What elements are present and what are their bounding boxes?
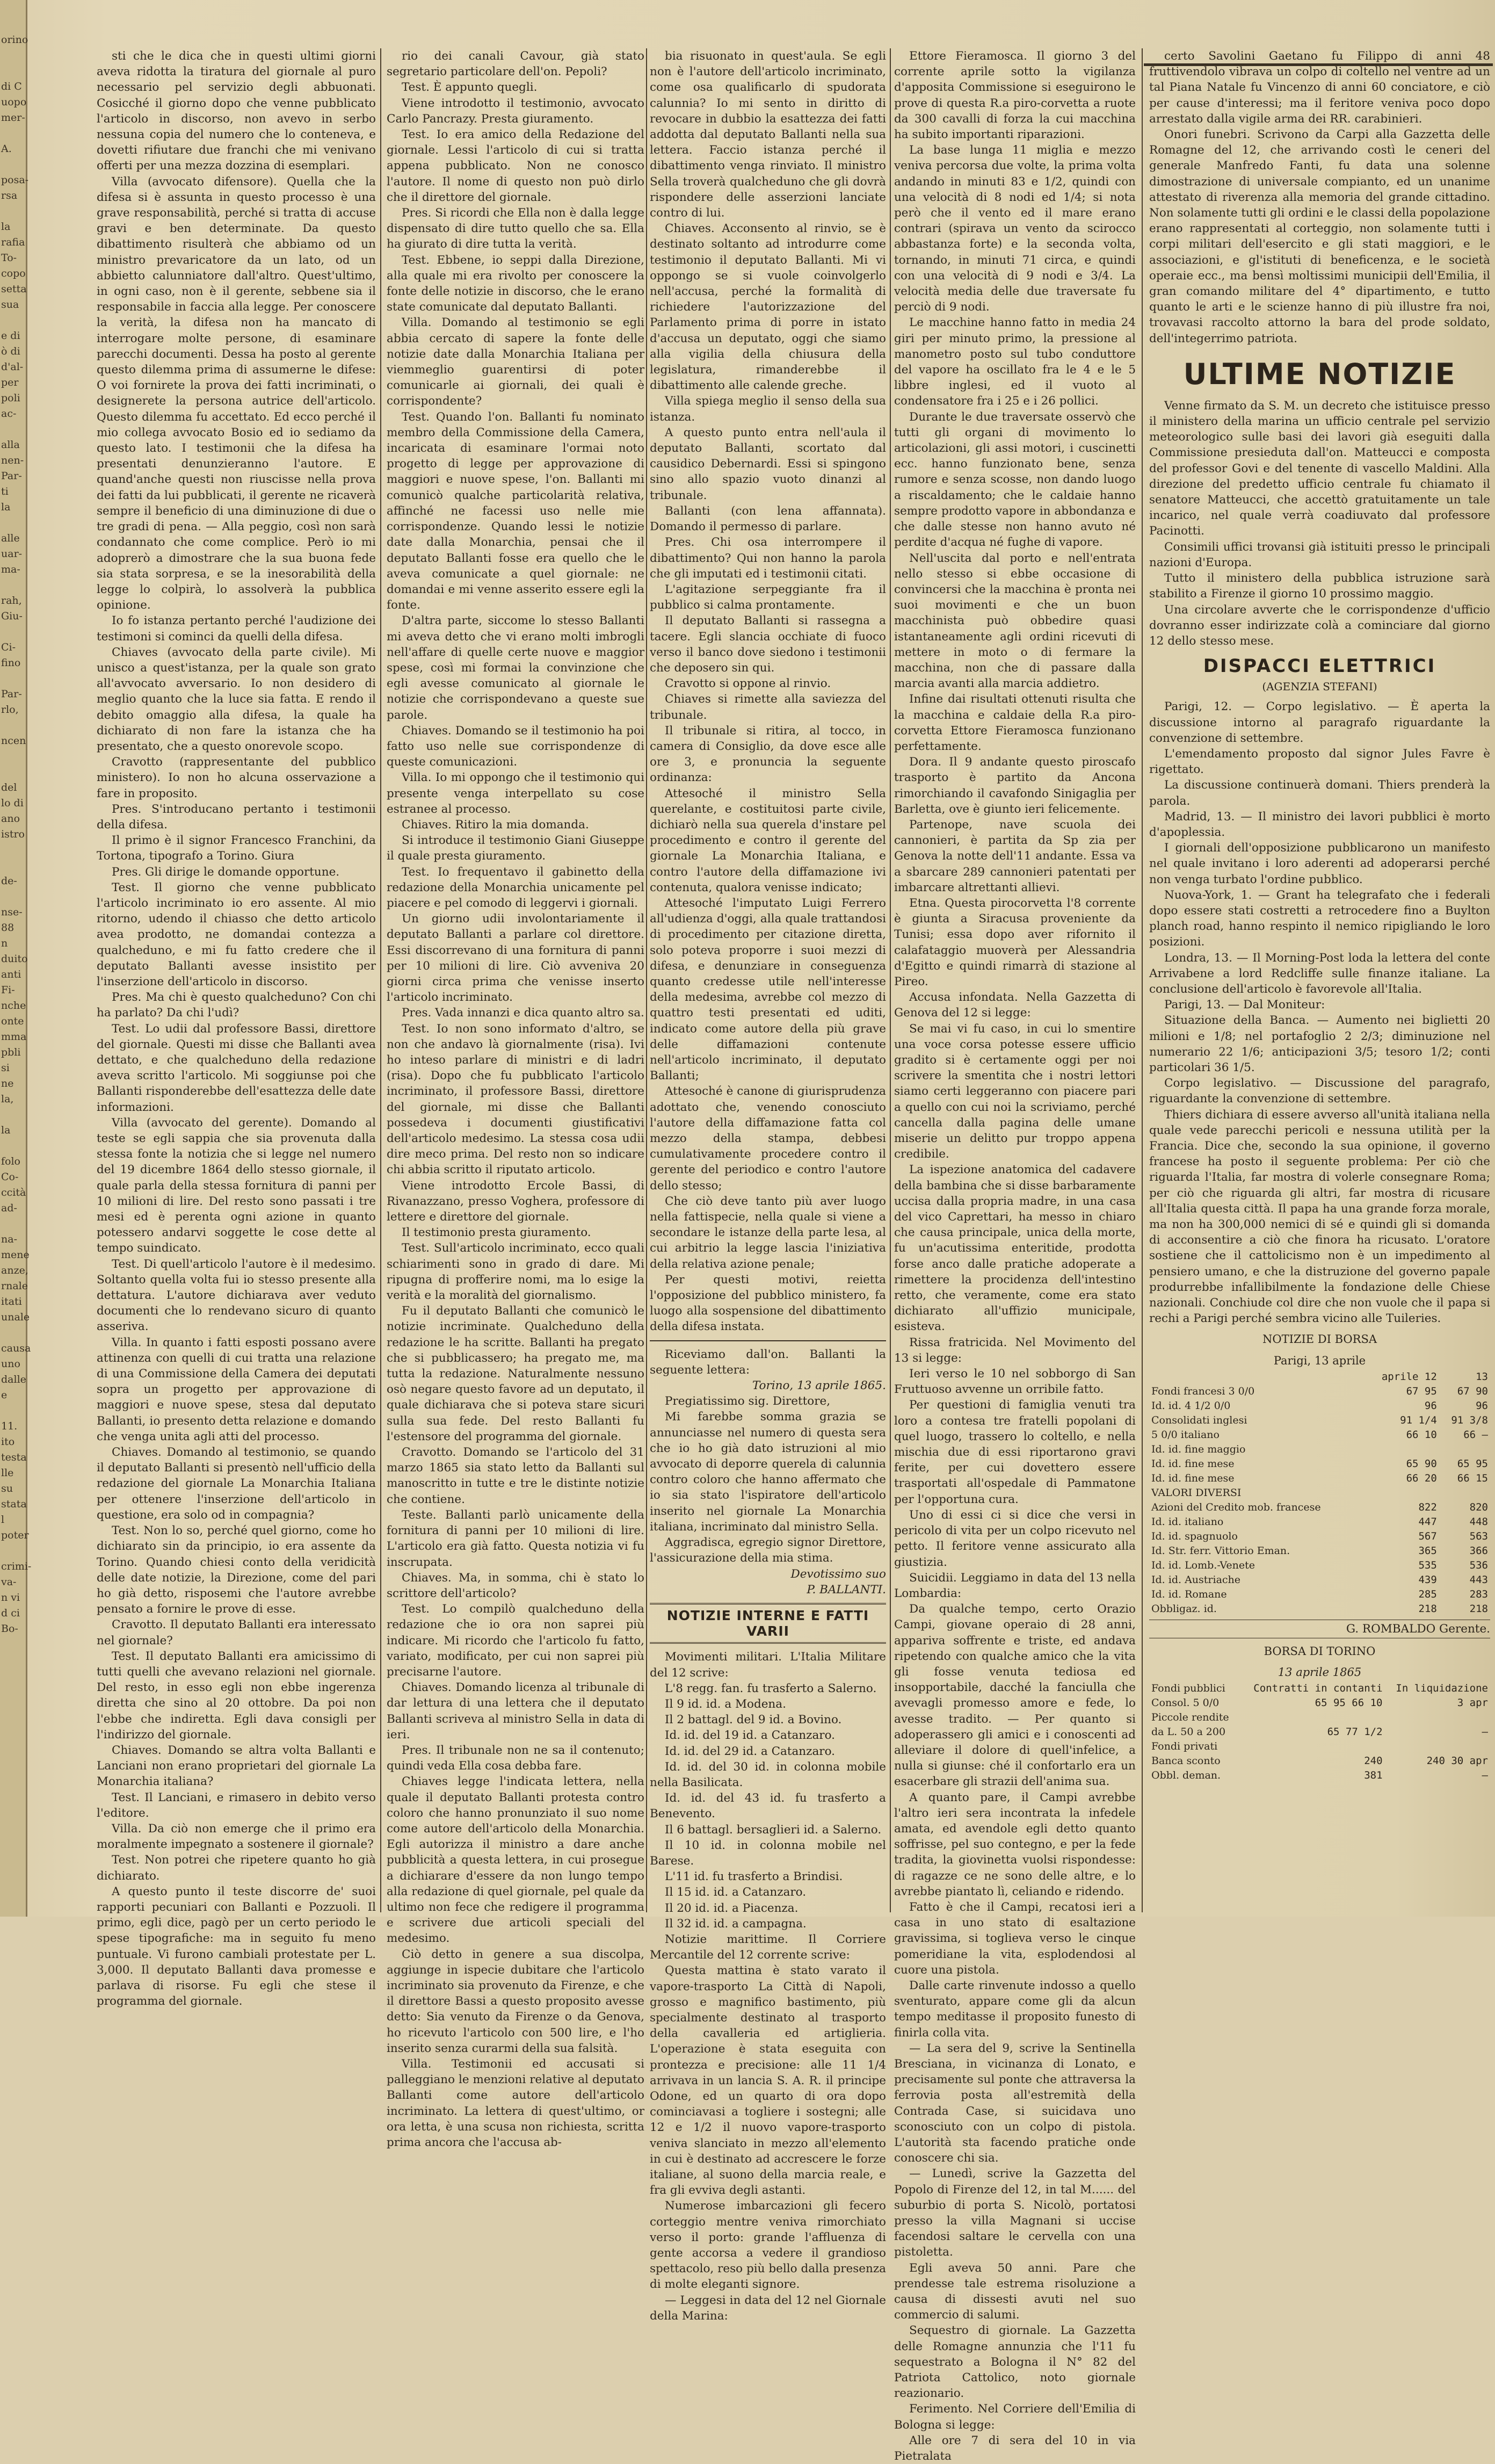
paragraph: La discussione continuerà domani. Thiers prenderà la parola. [1149,778,1490,808]
paragraph: Cravotto (rappresentante del pubblico ministero). Io non ho alcuna osservazione a fare in proposito. [97,755,376,800]
paragraph: Pres. Il tribunale non ne sa il contenuto; quindi veda Ella cosa debba fare. [387,1743,644,1773]
table-cell [1239,1739,1385,1754]
paragraph: Test. Quando l'on. Ballanti fu nominato membro della Commissione della Camera, incaricata di esaminare l'ormai noto progetto di legge per approvazione di maggiori e nuove spese, l'on. Ballanti mi comunicò qualche particolarità relativa, affinché ne facessi uso nelle mie corrispondenze. Quando lessi le notizie date dalla Monarchia, pensai che il deputato Ballanti fosse era quello che le aveva comunicate a quel giornale: ne domandai e mi venne asserito essere egli la fonte. [387,410,644,612]
column-5 [1149,48,1490,1907]
paragraph: Villa (avvocato del gerente). Domando al teste se egli sappia che sia provenuta dalla stessa fonte la notizia che si legge nel numero del 19 dicembre 1864 dello stesso giornale, il quale parla della stessa fornitura di panni per 10 milioni di lire. Del resto sono passati i tre mesi ed è perenta ogni azione in quanto potessero andarvi soggette le cose dette al tempo suindicato. [97,1116,376,1255]
table-cell: 567 [1418,1530,1437,1542]
table-row [1149,1515,1490,1529]
table-cell: Fondi francesi 3 0/0 [1151,1385,1255,1397]
paragraph: Cravotto. Il deputato Ballanti era interessato nel giornale? [97,1618,376,1648]
table-cell [1385,1739,1490,1754]
table-row [1149,1558,1490,1573]
paragraph: Dora. Il 9 andante questo piroscafo trasporto è partito da Ancona rimorchiando il cavafondo Sinigaglia per Barletta, ove è giunto ieri felicemente. [894,755,1136,816]
list-item: Id. id. del 19 id. a Catanzaro. [665,1729,835,1743]
table-row [1149,1457,1490,1471]
paragraph: Io fo istanza pertanto perché l'audizione dei testimoni si cominci da quelli della difesa. [97,614,376,644]
list-item: Id. id. del 29 id. a Catanzaro. [665,1744,835,1758]
paragraph: L'agitazione serpeggiante fra il pubblico si calma prontamente. [650,582,886,612]
table-cell: VALORI DIVERSI [1151,1486,1242,1499]
table-row [1149,1442,1490,1457]
paragraph: Villa. Io mi oppongo che il testimonio qui presente venga interpellato su cose estranee al processo. [387,771,644,816]
paragraph: Pres. Ma chi è questo qualcheduno? Con chi ha parlato? Da chi l'udì? [97,991,376,1020]
table-cell: 820 [1469,1501,1488,1513]
paragraph: Accusa infondata. Nella Gazzetta di Genova del 12 si legge: [894,991,1136,1020]
table-cell: Piccole rendite [1151,1711,1229,1724]
section-heading-notizie-interne: NOTIZIE INTERNE E FATTI VARII [650,1603,886,1644]
paragraph: Durante le due traversate osservò che tutti gli organi di movimento lo articolazioni, gli assi motori, i cuscinetti ecc. hanno funzionato bene, senza rumore e senza scosse, non dando luogo a riscaldamento; che le caldaie hanno sempre prodotto vapore in abbondanza e che dalle stesse non hanno avuto né perdite d'acqua né fughe di vapore. [894,410,1136,550]
paragraph: Test. Io non sono informato d'altro, se non che andavo là giornalmente (risa). Ivi ho inteso parlare di ministri e di ladri (risa). Dopo che fu pubblicato l'articolo incriminato, il professore Bassi, direttore del giornale, mi disse che Ballanti possedeva i documenti giustificativi dell'articolo medesimo. La stessa cosa udii dire meco prima. Del resto non so indicare chi abbia scritto il riputato articolo. [387,1022,644,1177]
paragraph: Chiaves. Domando al testimonio, se quando il deputato Ballanti si presentò nell'ufficio della redazione del giornale La Monarchia Italiana per ottenere l'inserzione dell'articolo in questione, era solo od in compagnia? [97,1446,376,1522]
list-item: Il 10 id. in colonna mobile nel Barese. [650,1838,886,1868]
paragraph: Viene introdotto Ercole Bassi, di Rivanazzano, presso Voghera, professore di lettere e direttore del giornale. [387,1179,644,1224]
table-cell: 535 [1418,1559,1437,1571]
paragraph: Notizie marittime. Il Corriere Mercantile del 12 corrente scrive: [650,1932,886,1962]
table-cell: 66 — [1463,1428,1488,1441]
paragraph: Cravotto si oppone al rinvio. [665,677,831,691]
paragraph: Teste. Ballanti parlò unicamente della fornitura di panni per 10 milioni di lire. L'articolo era già fatto. Questa notizia vi fu inscrupata. [387,1508,644,1569]
paragraph: Mi farebbe somma grazia se annunciasse nel numero di questa sera che io ho già dato istruzioni al mio avvocato di deporre querela di calunnia contro coloro che hanno affermato che io sia stato l'ispiratore dell'articolo inserito nel giornale La Monarchia italiana, incriminato dal ministro Sella. [650,1410,886,1534]
paragraph: Numerose imbarcazioni gli fecero corteggio mentre veniva rimorchiato verso il porto: grande l'affluenza di gente accorsa a vedere il grandioso spettacolo, reso più bello dalla presenza di molte eleganti signore. [650,2199,886,2292]
paragraph: Situazione della Banca. — Aumento nei biglietti 20 milioni e 1/8; nel portafoglio 2 2/3; diminuzione nel numerario 22 1/6; anticipazioni 3/5; tesoro 1/2; conti particolari 36 1/5. [1149,1014,1490,1074]
paragraph: Nuova-York, 1. — Grant ha telegrafato che i federali dopo essere stati costretti a retrocedere fino a Buylton planch road, hanno respinto il nemico ripigliando le loro posizioni. [1149,888,1490,949]
paragraph: Test. È appunto quegli. [402,81,538,95]
paragraph: Viene introdotto il testimonio, avvocato Carlo Pancrazy. Presta giuramento. [387,96,644,126]
paragraph: Ballanti (con lena affannata). Domando il permesso di parlare. [650,504,886,534]
table-cell: Contratti in contanti [1253,1682,1383,1695]
table-cell: da L. 50 a 200 [1151,1726,1226,1738]
paragraph: Villa. Da ciò non emerge che il primo era moralmente impegnato a sostenere il giornale? [97,1822,376,1852]
paragraph: Infine dai risultati ottenuti risulta che la macchina e caldaie della R.a piro-corvetta Ettore Fieramosca funzionano perfettamente. [894,692,1136,753]
table-cell: 66 15 [1457,1472,1488,1484]
paragraph: — La sera del 9, scrive la Sentinella Bresciana, in vicinanza di Lonato, e precisamente sul ponte che attraversa la ferrovia posta all'estremità della Contrada Case, si suicidava uno sconosciuto con un colpo di pistola. L'autorità sta facendo pratiche onde conoscere chi sia. [894,2041,1136,2165]
paragraph: Villa. Testimonii ed accusati si palleggiano le menzioni relative al deputato Ballanti come autore dell'articolo incriminato. La lettera di quest'ultimo, or ora letta, è una scusa non richiesta, scritta prima ancora che l'accusa ab- [387,2057,644,2150]
paragraph: A questo punto il teste discorre de' suoi rapporti pecuniari con Ballanti e Pozzuoli. Il primo, egli dice, pagò per un certo periodo le spese tipografiche: ma in seguito fu meno puntuale. Vi furono cambiali protestate per L. 3,000. Il deputato Ballanti dava promesse e parlava di risorse. Fu egli che stese il programma del giornale. [97,1884,376,2008]
gerente-signature: G. ROMBALDO Gerente. [1149,1620,1490,1638]
paragraph: Parigi, 12. — Corpo legislativo. — È aperta la discussione intorno al paragrafo riguardante la convenzione di settembre. [1149,700,1490,745]
borsa-parigi-table [1149,1370,1490,1616]
letter-date: Torino, 13 aprile 1865. [752,1379,886,1393]
paragraph: Test. Il Lanciani, e rimasero in debito verso l'editore. [97,1790,376,1820]
borsa-torino-table [1149,1681,1490,1783]
table-cell: Consol. 5 0/0 [1151,1697,1220,1709]
table-row [1149,1573,1490,1587]
table-cell: 536 [1469,1559,1488,1571]
paragraph: Villa. Domando al testimonio se egli abbia cercato di sapere la fonte delle notizie date dalla Monarchia Italiana per viemmeglio guarentirsi di poter comunicarle ai giornali, dei quali è corrispondente? [387,316,644,408]
table-row [1149,1486,1490,1500]
paragraph: D'altra parte, siccome lo stesso Ballanti mi aveva detto che vi erano molti imbrogli nell'affare di quelle certe nuove e maggior spese, così mi formai la convinzione che egli avesse comunicato al giornale le notizie che corrispondevano a queste sue parole. [387,614,644,722]
table-cell: 91 1/4 [1400,1414,1437,1426]
paragraph: bia risuonato in quest'aula. Se egli non è l'autore dell'articolo incriminato, come osa qualificarlo di spudorata calunnia? Io mi sento in diritto di revocare in dubbio la esattezza dei fatti addotta dal deputato Ballanti nella sua lettera. Faccio istanza perché il dibattimento venga rinviato. Il ministro Sella troverà qualcheduno che gli dovrà rispondere delle asserzioni lanciate contro di lui. [650,49,886,220]
column-2 [387,48,644,2150]
table-cell: 65 77 1/2 [1327,1726,1383,1738]
table-cell: 285 [1418,1588,1437,1600]
table-cell: 67 95 [1406,1385,1437,1397]
table-row [1149,1413,1490,1428]
table-header-cell: aprile 12 [1381,1370,1437,1383]
paragraph: Etna. Questa pirocorvetta l'8 corrente è giunta a Siracusa proveniente da Tunisi; essa dopo aver rifornito il calafataggio muoverà per Alessandria d'Egitto e quindi rimarrà di stazione al Pireo. [894,896,1136,988]
table-cell: Id. id. fine mese [1151,1457,1235,1470]
table-cell: 67 90 [1457,1385,1488,1397]
paragraph: L'emendamento proposto dal signor Jules Favre è rigettato. [1149,747,1490,777]
table-cell: Azioni del Credito mob. francese [1151,1501,1321,1513]
paragraph: Il primo è il signor Francesco Franchini, da Tortona, tipografo a Torino. Giura [97,834,376,863]
table-cell [1385,1710,1490,1725]
paragraph: Test. Sull'articolo incriminato, ecco quali schiarimenti sono in grado di dare. Mi ripugna di profferire nomi, ma lo esige la verità e la moralità del giornalismo. [387,1241,644,1303]
table-header-cell: 13 [1476,1370,1488,1383]
paragraph: certo Savolini Gaetano fu Filippo di anni 48 fruttivendolo vibrava un colpo di coltello nel ventre ad un tal Piana Natale fu Vincenzo di anni 60 conciatore, e ciò per cause d'interessi; ma il feritore veniva poco dopo arrestato dalla vigile arma dei RR. carabinieri. [1149,49,1490,126]
paragraph: rio dei canali Cavour, già stato segretario particolare dell'on. Pepoli? [387,49,644,79]
section-subheading-agenzia: (AGENZIA STEFANI) [1262,680,1377,693]
column-rule [646,48,647,1912]
paragraph: Attesoché il ministro Sella querelante, e costituitosi parte civile, dichiarò nella sua querela d'instare pel procedimento e contro il gerente del giornale La Monarchia Italiana, e contro l'autore della diffamazione ivi contenuta, qualora venisse indicato; [650,786,886,894]
table-cell: In liquidazione [1396,1682,1488,1695]
paragraph: Pres. Vada innanzi e dica quanto altro sa. [402,1006,644,1020]
paragraph: Aggradisca, egregio signor Direttore, l'assicurazione della mia stima. [650,1536,886,1565]
paragraph: Test. Il giorno che venne pubblicato l'articolo incriminato io ero assente. Al mio ritorno, udendo il chiasso che detto articolo avea prodotto, ne domandai contezza a qualcheduno, e mi fu fatto credere che il deputato Ballanti avesse insistito per l'inserzione dell'articolo in discorso. [97,880,376,988]
table-cell: 218 [1469,1602,1488,1615]
borsa-torino-title: BORSA DI TORINO [1264,1645,1376,1658]
table-cell: Id. id. Austriache [1151,1573,1241,1586]
paragraph: Il deputato Ballanti si rassegna a tacere. Egli slancia occhiate di fuoco verso il banco dove siedono i testimonii che deposero sin qui. [650,614,886,675]
paragraph: Sequestro di giornale. La Gazzetta delle Romagne annunzia che l'11 fu sequestrato a Bologna il N° 82 del Patriota Cattolico, noto giornale reazionario. [894,2324,1136,2401]
paragraph: Pres. Gli dirige le domande opportune. [112,865,340,879]
paragraph: Villa. In quanto i fatti esposti possano avere attinenza con quelli di cui tratta una relazione di una Commissione della Camera dei deputati sopra un progetto per approvazione di maggiori e nuove spese, stesa dal deputato Ballanti, io presento detta relazione e domando che venga unita agli atti del processo. [97,1335,376,1443]
table-cell: Fondi pubblici [1151,1682,1225,1695]
paragraph: Se mai vi fu caso, in cui lo smentire una voce corsa potesse essere ufficio gradito si è certamente oggi per noi scrivere la smentita che i nostri lettori siamo certi leggeranno con piacere pari a quello con cui noi la scriviamo, perché cancella dalla pagina delle umane miserie un delitto pur troppo appena credibile. [894,1022,1136,1161]
paragraph: Alle ore 7 di sera del 10 in via Pietralata [894,2433,1136,2463]
paragraph: Nell'uscita dal porto e nell'entrata nello stesso si ebbe occasione di convincersi che la macchina è pronta nei suoi movimenti e che un buon macchinista può obbedire quasi istantaneamente agli ordini ricevuti di mettere in moto o di fermare la macchina, non che di passare dalla marcia avanti alla marcia addietro. [894,551,1136,691]
table-cell: 96 [1424,1399,1437,1412]
paragraph: Chiaves. Domando se altra volta Ballanti e Lanciani non erano proprietari del giornale La Monarchia italiana? [97,1743,376,1789]
table-cell: Id. id. fine maggio [1151,1443,1246,1455]
table-cell: 65 95 66 10 [1315,1697,1383,1709]
letter-salutation: Pregiatissimo sig. Direttore, [665,1394,831,1408]
table-cell: — [1482,1769,1488,1782]
list-item: Il 15 id. id. a Catanzaro. [665,1885,807,1899]
paragraph: Il tribunale si ritira, al tocco, in camera di Consiglio, da dove esce alle ore 3, e pronuncia la seguente ordinanza: [650,724,886,785]
paragraph: Questa mattina è stato varato il vapore-trasporto La Città di Napoli, grosso e magnifico bastimento, più specialmente destinato al trasporto della cavalleria ed artiglieria. L'operazione è stata eseguita con prontezza e precisione: alle 11 1/4 arrivava in un lancia S. A. R. il principe Odone, ed un quarto di ora dopo cominciavasi a togliere i sostegni; alle 12 e 1/2 il nuovo vapore-trasporto veniva slanciato in mezzo all'elemento in cui è destinato ad accrescere le forze italiane, al suono della marcia reale, e fra gli evviva degli astanti. [650,1964,886,2198]
paragraph: Chiaves. Acconsento al rinvio, se è destinato soltanto ad introdurre come testimonio il deputato Ballanti. Mi vi oppongo se si vuole coinvolgerlo nell'accusa, perché la formalità di richiedere l'autorizzazione del Parlamento prima di porre in istato d'accusa un deputato, oggi che siamo alla vigilia della chiusura della legislatura, rimanderebbe il dibattimento alle calende greche. [650,222,886,393]
paragraph: Pres. Chi osa interrompere il dibattimento? Qui non hanno la parola che gli imputati ed i testimonii citati. [650,536,886,581]
table-cell: 563 [1469,1530,1488,1542]
table-row [1149,1399,1490,1413]
table-cell: Id. id. italiano [1151,1515,1224,1528]
list-item: Il 20 id. id. a Piacenza. [665,1901,799,1915]
table-cell: 443 [1469,1573,1488,1586]
table-cell: 3 apr [1457,1697,1488,1709]
paragraph: Fu il deputato Ballanti che comunicò le notizie incriminate. Qualcheduno della redazione le ha scritte. Ballanti ha pregato che si pubblicassero; ha pregato me, ma tutta la redazione. Naturalmente nessuno osò negare questo favore ad un deputato, il quale dichiarava che si poteva stare sicuri sulla sua fede. Del resto Ballanti fu l'estensore del programma del giornale. [387,1304,644,1443]
column-4 [894,48,1136,2463]
paragraph: Cravotto. Domando se l'articolo del 31 marzo 1865 sia stato letto da Ballanti sul manoscritto in tutte e tre le distinte notizie che contiene. [387,1446,644,1506]
paragraph: Chiaves (avvocato della parte civile). Mi unisco a quest'istanza, per la quale son grato all'avvocato avversario. Io non desidero di meglio quanto che la luce sia fatta. E rendo il debito omaggio alla difesa, la quale ha dichiarato di non fare la istanza che ha presentato, che a questo onorevole scopo. [97,645,376,753]
paragraph: I giornali dell'opposizione pubblicarono un manifesto nel quale invitano i loro aderenti ad adoperarsi perché non venga turbato l'ordine pubblico. [1149,841,1490,886]
table-cell: Consolidati inglesi [1151,1414,1247,1426]
letter-closing: Devotissimo suo [790,1567,886,1581]
table-cell: Fondi privati [1151,1740,1218,1753]
table-row [1149,1544,1490,1558]
paragraph: Parigi, 13. — Dal Moniteur: [1164,998,1325,1012]
table-cell: 448 [1469,1515,1488,1528]
section-heading-dispacci: DISPACCI ELETTRICI [1203,655,1436,677]
paragraph: Test. Il deputato Ballanti era amicissimo di tutti quelli che avevano relazioni nel giornale. Del resto, in esso egli non ebbe ingerenza diretta che sino al 20 ottobre. Da poi non l'ebbe che indiretta. Egli dava consigli per l'indirizzo del giornale. [97,1649,376,1742]
paragraph: sti che le dica che in questi ultimi giorni aveva ridotta la tiratura del giornale al puro necessario pel servizio degli abbuonati. Cosicché il giorno dopo che venne pubblicato l'articolo in discorso, non avevo in serbo nessuna copia del numero che lo conteneva, e dovetti rifiutare due franchi che mi venivano offerti per una mezza dozzina di esemplari. [97,49,376,173]
paragraph: Madrid, 13. — Il ministro dei lavori pubblici è morto d'apoplessia. [1149,810,1490,839]
list-item: Id. id. del 43 id. fu trasferto a Benevento. [650,1791,886,1821]
letter-signature: P. BALLANTI. [807,1583,886,1596]
list-item: Id. id. del 30 id. in colonna mobile nella Basilicata. [650,1760,886,1789]
paragraph: Che ciò deve tanto più aver luogo nella fattispecie, nella quale si viene a secondare le istanze della parte lesa, al cui arbitrio la legge lascia l'iniziativa della relativa azione penale; [650,1194,886,1271]
table-cell: Id. Str. ferr. Vittorio Eman. [1151,1544,1290,1557]
list-item: Il 2 battagl. del 9 id. a Bovino. [665,1713,842,1727]
table-cell: — [1482,1726,1488,1738]
table-cell: Id. id. spagnuolo [1151,1530,1238,1542]
paragraph: Consimili uffici trovansi già istituiti presso le principali nazioni d'Europa. [1149,540,1490,569]
column-3 [650,48,886,2323]
paragraph: Una circolare avverte che le corrispondenze d'ufficio dovranno esser indirizzate colà a cominciare dal giorno 12 dello stesso mese. [1149,603,1490,648]
paragraph: Venne firmato da S. M. un decreto che istituisce presso il ministero della marina un ufficio centrale pel servizio meteorologico sulle basi dei lavori già eseguiti dalla Commissione presieduta dall'on. Matteucci e composta del professor Govi e del tenente di vascello Maldini. Alla direzione del predetto ufficio centrale fu chiamato il senatore Matteucci, che accettò gratuitamente un tale incarico, nel quale verrà coadiuvato dal professore Pacinotti. [1149,399,1490,538]
table-row [1149,1428,1490,1442]
table-cell [1239,1710,1385,1725]
table-cell: 65 95 [1457,1457,1488,1470]
table-row [1149,1696,1490,1710]
borsa-parigi-title: NOTIZIE DI BORSA [1262,1333,1377,1346]
table-cell: 91 3/8 [1451,1414,1488,1426]
table-cell: Banca sconto [1151,1755,1221,1767]
column-rule [1142,48,1143,1912]
table-cell: 5 0/0 italiano [1151,1428,1220,1441]
paragraph: Chiaves si rimette alla saviezza del tribunale. [650,692,886,722]
table-cell: 447 [1418,1515,1437,1528]
paragraph: A questo punto entra nell'aula il deputato Ballanti, scortato dal causidico Debernardi. Essi si spingono sino allo spazio vuoto dinanzi al tribunale. [650,425,886,502]
table-cell: 381 [1364,1769,1383,1782]
table-header-row [1149,1370,1490,1384]
table-cell: 439 [1418,1573,1437,1586]
table-row [1149,1587,1490,1602]
paragraph: Onori funebri. Scrivono da Carpi alla Gazzetta delle Romagne del 12, che arrivando costì le ceneri del generale Manfredo Fanti, fu data una solenne dimostrazione di universale compianto, ed un unanime attestato di riverenza alla memoria del grande cittadino. Non solamente tutti gli ordini e le classi della popolazione erano rappresentati al corteggio, non solamente tutti i corpi militari dell'esercito e gli stati maggiori, e le associazioni, e gl'istituti di beneficenza, e le società operaie ecc., ma bensì moltissimi municipii dell'Emilia, il gran comando militare del 4° dipartimento, e tutto quanto le arti e le scienze hanno di più illustre fra noi, trovavasi raccolto attorno la bara del prode soldato, dell'integerrimo patriota. [1149,128,1490,345]
paragraph: Suicidii. Leggiamo in data del 13 nella Lombardia: [894,1571,1136,1600]
table-cell: 240 [1364,1755,1383,1767]
table-cell: Id. id. Romane [1151,1588,1227,1600]
paragraph: Ettore Fieramosca. Il giorno 3 del corrente aprile sotto la vigilanza d'apposita Commissione si eseguirono le prove di questa R.a piro-corvetta a ruote da 300 cavalli di forza la cui macchina ha subito importanti riparazioni. [894,49,1136,142]
section-heading-ultime-notizie: ULTIME NOTIZIE [1183,357,1456,391]
table-cell: Id. id. Lomb.-Venete [1151,1559,1255,1571]
table-row [1149,1529,1490,1544]
paragraph: Corpo legislativo. — Discussione del paragrafo, riguardante la convenzione di settembre. [1149,1076,1490,1106]
table-cell: 65 90 [1406,1457,1437,1470]
paragraph: Movimenti militari. L'Italia Militare del 12 scrive: [650,1650,886,1680]
borsa-torino-subtitle: 13 aprile 1865 [1278,1666,1362,1679]
table-row [1149,1681,1490,1696]
paragraph: Il testimonio presta giuramento. [402,1226,591,1240]
paragraph: Attesoché l'imputato Luigi Ferrero all'udienza d'oggi, alla quale trattandosi di procedimento per citazione diretta, solo poteva proporre i suoi mezzi di difesa, e denunziare in conseguenza quanto credesse utile nell'interesse della medesima, avrebbe col mezzo di quattro testi presentati ed uditi, indicato come autore della più grave delle diffamazioni contenute nell'articolo incriminato, il deputato Ballanti; [650,896,886,1083]
paragraph: Thiers dichiara di essere avverso all'unità italiana nella quale vede parecchi pericoli e nessuna utilità per la Francia. Dice che, secondo la sua opinione, il governo francese ha posto il seguente problema: Per ciò che riguarda l'Italia, far mostra di volerle consegnare Roma; per ciò che riguarda gli altri, far mostra di ricusare all'Italia questa città. Il papa ha una grande forza morale, ma non ha 300,000 nemici di sé e quindi gli si domanda di acconsentire a ciò che finora ha ricusato. L'oratore sostiene che il cattolicismo non è un impedimento al pensiero umano, e che la distruzione del governo papale produrrebbe infallibilmente la fondazione delle Chiese nazionali. Conchiude col dire che non vuole che il papa si rechi a Parigi perché sembra vicino alle Tuileries. [1149,1108,1490,1326]
paragraph: Londra, 13. — Il Morning-Post loda la lettera del conte Arrivabene a lord Redcliffe sulle finanze italiane. La conclusione dell'articolo è favorevole all'Italia. [1149,951,1490,996]
paragraph: A quanto pare, il Campi avrebbe l'altro ieri sera incontrata la infedele amata, ed avendole egli detto quanto soffrisse, pel suo contegno, e per la fede tradita, la giovinetta vuolsi rispondesse: di ragazze ce ne sono delle altre, e lo avrebbe piantato lì, celiando e ridendo. [894,1790,1136,1898]
paragraph: Chiaves. Domando licenza al tribunale di dar lettura di una lettera che il deputato Ballanti scriveva al ministro Sella in data di ieri. [387,1681,644,1742]
paragraph: Villa spiega meglio il senso della sua istanza. [650,394,886,424]
paragraph: — Lunedì, scrive la Gazzetta del Popolo di Firenze del 12, in tal M...... del suburbio di porta S. Nicolò, portatosi presso la villa Magnani si uccise facendosi saltare le cervella con una pistoletta. [894,2167,1136,2259]
paragraph: Rissa fratricida. Nel Movimento del 13 si legge: [894,1335,1136,1365]
table-cell: 218 [1418,1602,1437,1615]
paragraph: Per questi motivi, reietta l'opposizione del pubblico ministero, fa luogo alla sospensione del dibattimento della difesa instata. [650,1273,886,1334]
left-binding-strip [0,0,32,1917]
table-cell [1365,1486,1439,1500]
column-rule [380,48,381,1912]
table-cell: Id. id. fine mese [1151,1472,1235,1484]
table-row [1149,1602,1490,1616]
separator-rule [650,1340,886,1341]
table-cell [1365,1442,1439,1457]
borsa-parigi-subtitle: Parigi, 13 aprile [1273,1354,1366,1367]
table-cell: 822 [1418,1501,1437,1513]
table-cell: 240 30 apr [1426,1755,1488,1767]
table-cell: Id. id. 4 1/2 0/0 [1151,1399,1231,1412]
paragraph: Chiaves legge l'indicata lettera, nella quale il deputato Ballanti protesta contro coloro che hanno pronunziato il suo nome come autore dell'articolo della Monarchia. Egli autorizza il ministro a dare anche pubblicità a questa lettera, in cui prosegue a dichiarare d'essere da non lungo tempo alla redazione di quel giornale, pel quale da ultimo non fece che redigere il programma e scrivere due articoli speciali del medesimo. [387,1775,644,1946]
column-rule [890,48,891,1912]
paragraph: Un giorno udii involontariamente il deputato Ballanti a parlare col direttore. Essi discorrevano di una fornitura di panni per 10 milioni di lire. Ciò avveniva 20 giorni circa prima che venisse inserto l'articolo incriminato. [387,912,644,1005]
table-row [1149,1471,1490,1486]
table-cell: 66 10 [1406,1428,1437,1441]
table-row [1149,1710,1490,1725]
paragraph: Ferimento. Nel Corriere dell'Emilia di Bologna si legge: [894,2402,1136,2432]
table-row [1149,1768,1490,1783]
table-row [1149,1754,1490,1768]
paragraph: Attesoché è canone di giurisprudenza adottato che, venendo conosciuto l'autore della diffamazione fatta col mezzo della stampa, debbesi cumulativamente procedere contro il gerente del periodico e contro l'autore dello stesso; [650,1085,886,1193]
table-row [1149,1725,1490,1739]
paragraph: Ieri verso le 10 nel sobborgo di San Fruttuoso avvenne un orribile fatto. [894,1367,1136,1397]
paragraph: Egli aveva 50 anni. Pare che prendesse tale estrema risoluzione a causa di dissesti avuti nel suo commercio di salumi. [894,2261,1136,2322]
paragraph: Partenope, nave scuola dei cannonieri, è partita da Sp zia per Genova la notte dell'11 andante. Essa va a sbarcare 289 cannonieri patentati per imbarcare altrettanti allievi. [894,818,1136,894]
paragraph: Tutto il ministero della pubblica istruzione sarà stabilito a Firenze il giorno 10 prossimo maggio. [1149,572,1490,601]
paragraph: Villa (avvocato difensore). Quella che la difesa si è assunta in questo processo è una grave responsabilità, perché si tratta di accuse gravi e ben determinate. Da questo dibattimento risulterà che abbiamo od un ministro prevaricatore da un lato, od un abbietto calunniatore dall'altro. Quest'ultimo, in ogni caso, non è il gerente, sebbene sia il responsabile in faccia alla legge. Per conoscere la verità, la difesa non ha mancato di interrogare molte persone, di esaminare parecchi documenti. Dessa ha posto al gerente questo dilemma prima di assumerne le difese: O voi fornirete la prova dei fatti incriminati, o designerete la persona autrice dell'articolo. Questo dilemma fu accettato. Ed ecco perché il mio collega avvocato Bosio ed io sediamo da questo lato. I testimonii che la difesa ha presentati denunzieranno l'autore. E quand'anche questi non riuscisse nella prova dei fatti da lui pubblicati, il gerente ne ricaverà sempre il beneficio di una diminuzione di due o tre gradi di pena. — Alla peggio, così non sarà condannato che come complice. Però io mi adoprerò a dimostrare che la sua buona fede sia stata sorpresa, e se la inesorabilità della legge lo colpirà, lo assolverà la pubblica opinione. [97,175,376,612]
paragraph: Pres. S'introducano pertanto i testimonii della difesa. [97,802,376,832]
list-item: Il 32 id. id. a campagna. [665,1917,807,1931]
paragraph: La ispezione anatomica del cadavere della bambina che si disse barbaramente uccisa dalla propria madre, in una casa del vico Caprettari, ha messo in chiaro che causa principale, unica della morte, fu un'acutissima enteritide, prodotta forse anco dalle pratiche adoperate a rimettere la procidenza dell'intestino retto, che veramente, come era stato dichiarato all'uffizio municipale, esisteva. [894,1163,1136,1334]
paragraph: La base lunga 11 miglia e mezzo veniva percorsa due volte, la prima volta andando in minuti 83 e 1/2, quindi con una velocità di 8 nodi ed 1/4; si nota però che il vento ed il mare erano contrari (spirava un vento da scirocco abbastanza forte) e la seconda volta, tornando, in minuti 71 circa, e quindi con una velocità di 9 nodi e 3/4. La velocità media delle due traversate fu perciò di 9 nodi. [894,143,1136,314]
paragraph: Test. Lo udii dal professore Bassi, direttore del giornale. Questi mi disse che Ballanti avea dettato, e che qualcheduno della redazione aveva scritto l'articolo. Mi soggiunse poi che Ballanti risponderebbe dell'esattezza delle date informazioni. [97,1022,376,1114]
paragraph: Per questioni di famiglia venuti tra loro a contesa tre fratelli popolani di quel luogo, trassero lo coltello, e nella mischia due di essi riportarono gravi ferite, per cui dovettero essere trasportati all'ospedale di Pammatone per l'opportuna cura. [894,1398,1136,1506]
paragraph: Test. Non potrei che ripetere quanto ho già dichiarato. [97,1853,376,1883]
table-cell: 366 [1469,1544,1488,1557]
table-cell [1439,1442,1490,1457]
paragraph: Da qualche tempo, certo Orazio Campi, giovane operaio di 28 anni, appariva soffrente e triste, ed andava ripetendo con qualche amico che la vita gli fosse venuta tediosa ed insopportabile, dacché la fanciulla che avevagli promesso amore e fede, lo avesse tradito. — Per quanto si adoperassero gli amici e i conoscenti ad alleviare il dolore di quell'infelice, a nulla si giunse: ché il confortarlo era un esacerbare gli strazii dell'anima sua. [894,1602,1136,1789]
table-cell: Obbligaz. id. [1151,1602,1217,1615]
paragraph: Fatto è che il Campi, recatosi ieri a casa in uno stato di esaltazione gravissima, si toglieva verso le cinque pomeridiane la vita, esplodendosi al cuore una pistola. [894,1900,1136,1977]
paragraph: Le macchine hanno fatto in media 24 giri per minuto primo, la pressione al manometro posto sul tubo conduttore del vapore ha oscillato fra le 4 e le 5 libbre inglesi, ed il vuoto al condensatore fra i 25 e i 26 pollici. [894,316,1136,408]
paragraph: Test. Di quell'articolo l'autore è il medesimo. Soltanto quella volta fui io stesso presente alla dettatura. L'autore dichiarava aver veduto documenti che lo rendevano sicuro di quanto asseriva. [97,1257,376,1334]
table-cell: 365 [1418,1544,1437,1557]
column-1 [97,48,376,2008]
table-row [1149,1384,1490,1399]
list-item: L'11 id. fu trasferto a Brindisi. [665,1870,843,1884]
paragraph: Test. Non lo so, perché quel giorno, come ho dichiarato sin da principio, io era assente da Torino. Quando chiesi conto della veridicità delle date notizie, la Direzione, come del pari ho già detto, risposemi che l'autore avrebbe pensato a fornire le prove di esse. [97,1524,376,1616]
paragraph: Dalle carte rinvenute indosso a quello sventurato, appare come gli da alcun tempo meditasse il proposito funesto di finirla colla vita. [894,1978,1136,2040]
paragraph: Test. Io era amico della Redazione del giornale. Lessi l'articolo di cui si tratta appena pubblicato. Non ne conosco l'autore. Il nome di questo non può dirlo che il direttore del giornale. [387,128,644,204]
paragraph: Ciò detto in genere a sua discolpa, aggiunge in ispecie dubitare che l'articolo incriminato sia provenuto da Firenze, e che il direttore Bassi a questo proposito avesse detto: Sia venuto da Firenze o da Genova, ho ricevuto l'articolo con 500 lire, e l'ho inserito senza curarmi della sua falsità. [387,1947,644,2055]
paragraph: Chiaves. Domando se il testimonio ha poi fatto uso nelle sue corrispondenze di queste comunicazioni. [387,724,644,769]
paragraph: Pres. Si ricordi che Ella non è dalla legge dispensato di dire tutto quello che sa. Ella ha giurato di dire tutta la verità. [387,206,644,251]
table-cell: 283 [1469,1588,1488,1600]
paragraph: Test. Lo compilò qualcheduno della redazione che io ora non saprei più indicare. Mi ricordo che l'articolo fu fatto, variato, modificato, per cui non saprei più precisarne l'autore. [387,1602,644,1679]
paragraph: Uno di essi ci si dice che versi in pericolo di vita per un colpo ricevuto nel petto. Il feritore venne assicurato alla giustizia. [894,1508,1136,1569]
table-cell: 66 20 [1406,1472,1437,1484]
paragraph: Test. Io frequentavo il gabinetto della redazione della Monarchia unicamente pel piacere e pel comodo di leggervi i giornali. [387,865,644,910]
list-item: L'8 regg. fan. fu trasferto a Salerno. [665,1681,877,1695]
paragraph: Chiaves. Ritiro la mia domanda. [402,818,589,832]
table-cell [1439,1486,1490,1500]
list-item: Il 9 id. id. a Modena. [665,1697,786,1711]
table-row [1149,1739,1490,1754]
table-row [1149,1500,1490,1515]
paragraph: — Leggesi in data del 12 nel Giornale della Marina: [650,2293,886,2323]
paragraph: Riceviamo dall'on. Ballanti la seguente lettera: [650,1347,886,1377]
table-cell: Obbl. deman. [1151,1769,1221,1782]
adjacent-page-fragment: orino di C uopo mer- A. posa- rsa la rafia To- copo setta sua e di ò di d'al- per poli ac- alla nen- Par- ti la alle uar- ma- rah, Giu- Ci- fino Par- rlo, ncen del lo di ano istro de- nse- 88 n duito anti Fi- nche onte mma pbli si ne la, la folo Co- ccità ad- na- mene anze, rnale itati unale causa uno dalle e 11. ito testa lle su stata l poter crimi- va- n vi d ci Bo- [1,34,32,1635]
paragraph: Chiaves. Ma, in somma, chi è stato lo scrittore dell'articolo? [387,1571,644,1600]
paragraph: Si introduce il testimonio Giani Giuseppe il quale presta giuramento. [387,834,644,863]
table-cell: 96 [1476,1399,1488,1412]
paragraph: Test. Ebbene, io seppi dalla Direzione, alla quale mi era rivolto per conoscere la fonte delle notizie in discorso, che le erano state comunicate dal deputato Ballanti. [387,253,644,314]
list-item: Il 6 battagl. bersaglieri id. a Salerno. [665,1823,882,1837]
